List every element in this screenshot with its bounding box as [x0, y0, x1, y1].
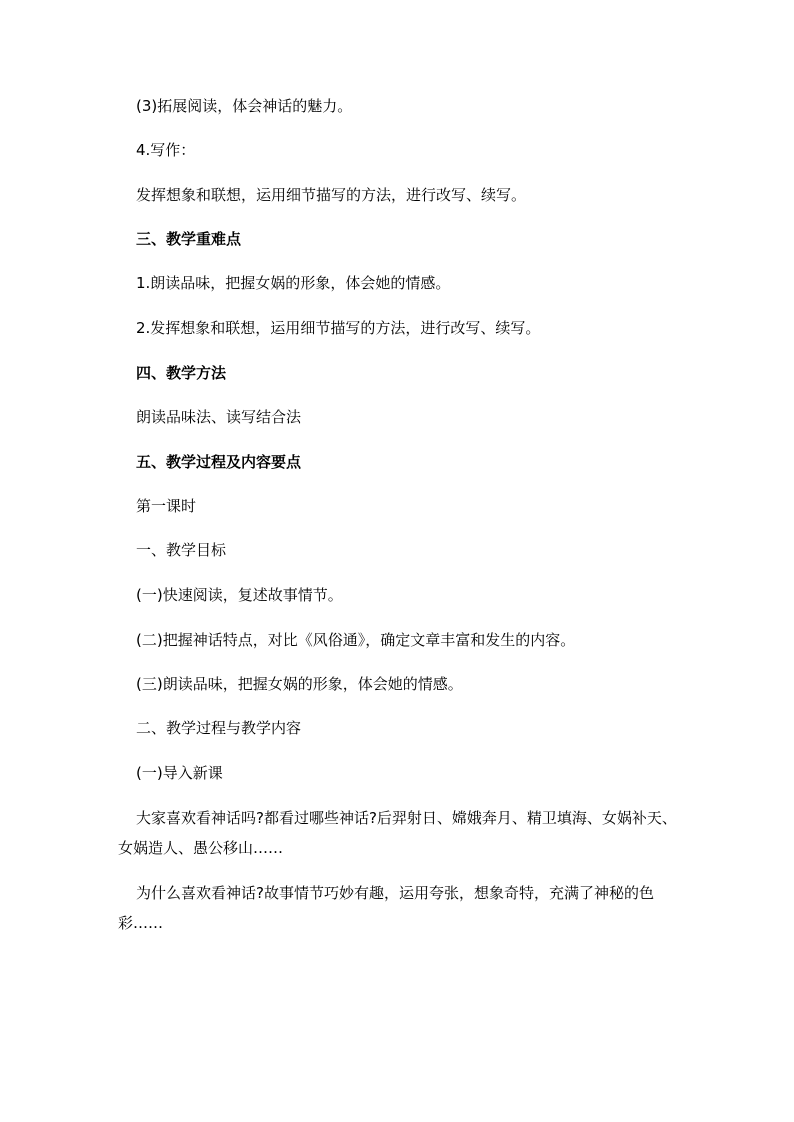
text-line-intro: (一)导入新课 [136, 764, 223, 782]
section-heading-methods: 四、教学方法 [136, 364, 227, 382]
section-heading-key-points: 三、教学重难点 [136, 230, 242, 248]
text-line-key-point-1: 1.朗读品味，把握女娲的形象，体会她的情感。 [136, 274, 451, 292]
text-line-goal-1: (一)快速阅读，复述故事情节。 [136, 586, 343, 604]
text-line-process-content: 二、教学过程与教学内容 [136, 719, 302, 737]
paragraph-myths-question: 大家喜欢看神话吗?都看过哪些神话?后羿射日、嫦娥奔月、精卫填海、女娲补天、女娲造人、愚公移山…… [118, 809, 677, 857]
text-line-key-point-2: 2.发挥想象和联想，运用细节描写的方法，进行改写、续写。 [136, 319, 541, 337]
paragraph-why-myths: 为什么喜欢看神话?故事情节巧妙有趣，运用夸张，想象奇特，充满了神秘的色彩…… [118, 884, 654, 932]
section-heading-process: 五、教学过程及内容要点 [136, 453, 302, 471]
text-line-goal-2: (二)把握神话特点，对比《风俗通》，确定文章丰富和发生的内容。 [136, 631, 576, 649]
text-line-writing: 4.写作： [136, 141, 196, 159]
text-line-extended-reading: (3)拓展阅读，体会神话的魅力。 [136, 97, 353, 115]
text-line-methods: 朗读品味法、读写结合法 [136, 408, 302, 426]
text-line-goal-3: (三)朗读品味，把握女娲的形象，体会她的情感。 [136, 675, 463, 693]
text-line-first-lesson: 第一课时 [136, 497, 197, 515]
text-line-writing-detail: 发挥想象和联想，运用细节描写的方法，进行改写、续写。 [136, 186, 527, 204]
text-line-teaching-goals: 一、教学目标 [136, 541, 227, 559]
